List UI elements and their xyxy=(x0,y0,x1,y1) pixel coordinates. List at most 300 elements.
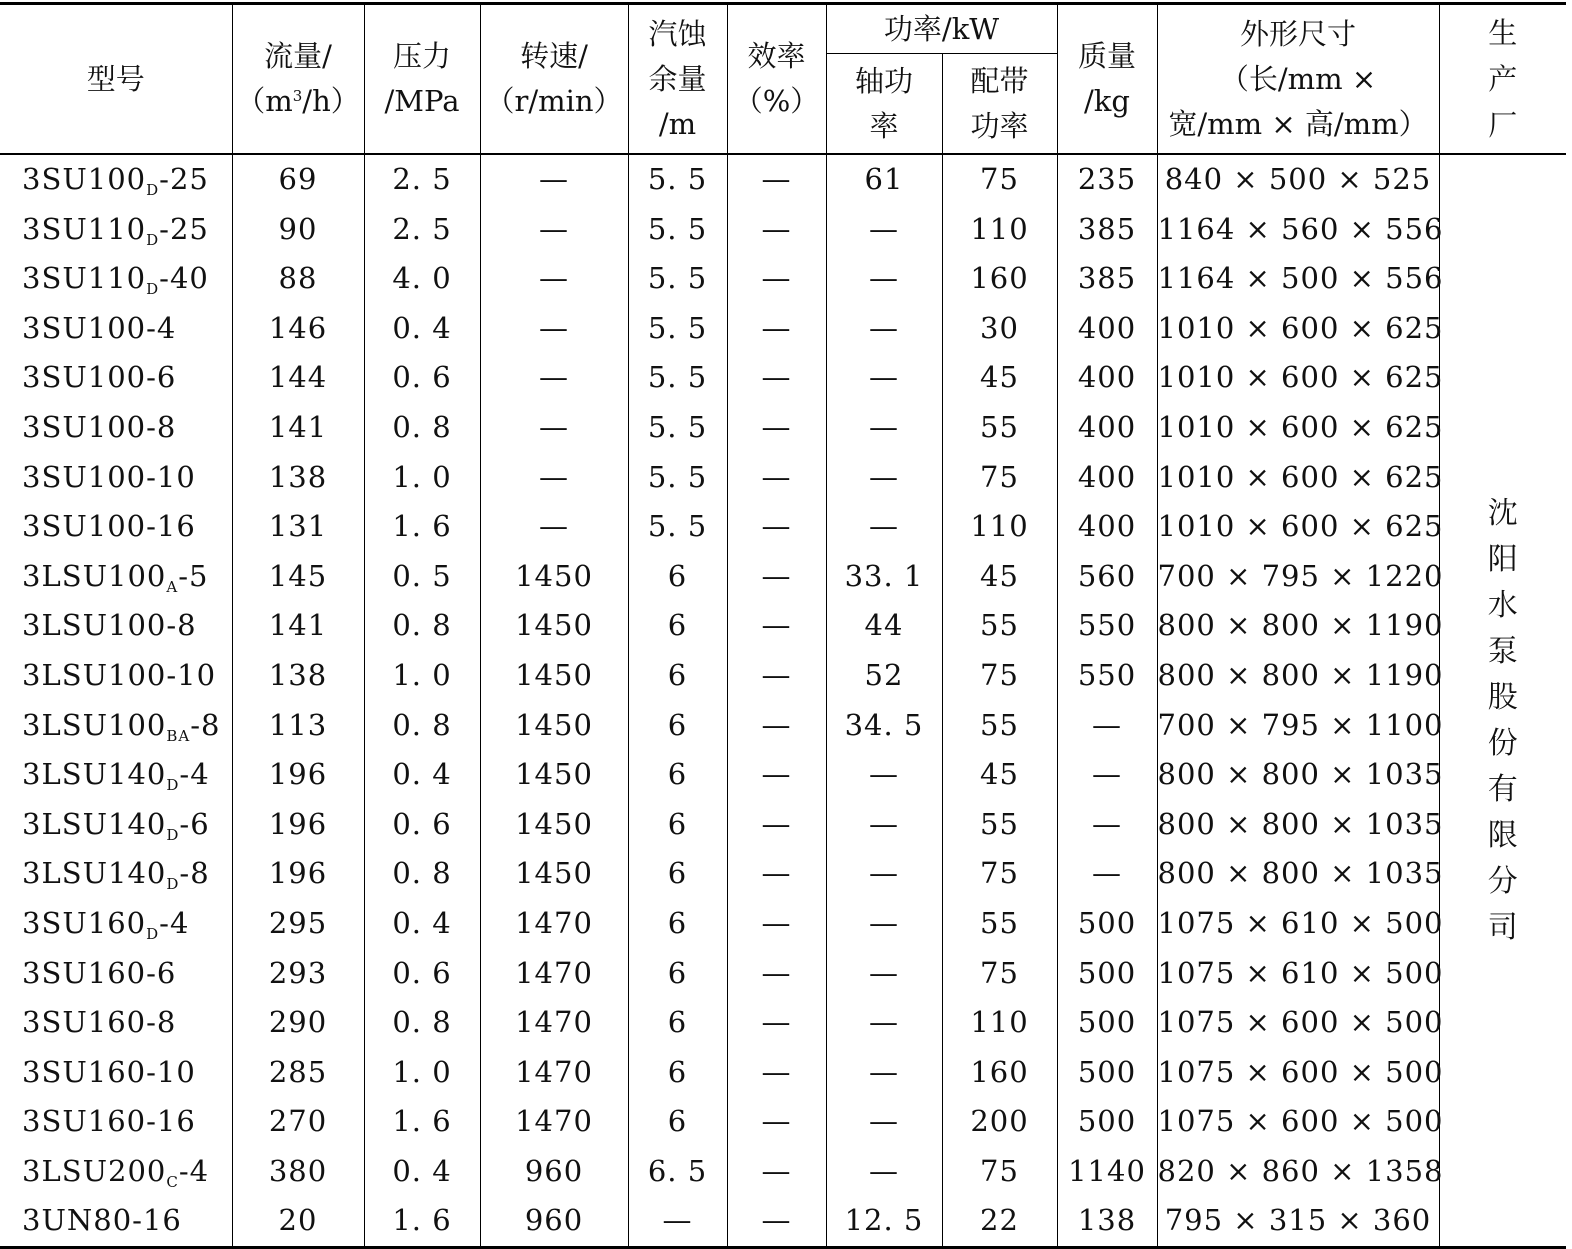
cell-npsh: — xyxy=(628,1196,727,1247)
cell-mass: 235 xyxy=(1057,154,1157,205)
cell-efficiency: — xyxy=(727,800,826,850)
cell-npsh: 5. 5 xyxy=(628,403,727,453)
model-suffix: -4 xyxy=(178,1153,210,1188)
cell-npsh: 6 xyxy=(628,998,727,1048)
cell-npsh: 5. 5 xyxy=(628,453,727,503)
cell-mass: 500 xyxy=(1057,1048,1157,1098)
maker-name: 沈阳水泵股份有限分司 xyxy=(1487,495,1518,945)
cell-mass: 400 xyxy=(1057,403,1157,453)
table-row xyxy=(0,1196,1566,1247)
cell-flow: 196 xyxy=(232,750,364,800)
cell-shaft-power: — xyxy=(826,1097,942,1147)
model-suffix: -25 xyxy=(159,211,209,246)
cell-npsh: 5. 5 xyxy=(628,304,727,354)
model-base: 3SU100-16 xyxy=(22,509,196,544)
table-row xyxy=(0,750,1566,800)
cell-rated-power: 110 xyxy=(942,205,1057,255)
col-header-mass: 质量 /kg xyxy=(1057,4,1157,155)
cell-efficiency: — xyxy=(727,254,826,304)
col-header-power: 功率/kW xyxy=(826,4,1057,54)
table-row xyxy=(0,304,1566,354)
cell-model xyxy=(0,154,232,205)
model-base: 3UN80-16 xyxy=(22,1203,182,1238)
cell-flow: 90 xyxy=(232,205,364,255)
cell-mass: 1140 xyxy=(1057,1147,1157,1197)
table-row xyxy=(0,403,1566,453)
cell-dimensions: 1010 × 600 × 625 xyxy=(1157,304,1439,354)
cell-npsh: 6 xyxy=(628,750,727,800)
cell-mass: 400 xyxy=(1057,502,1157,552)
cell-model xyxy=(0,949,232,999)
model-subscript: D xyxy=(166,875,180,894)
model-subscript: D xyxy=(166,776,180,795)
cell-flow: 141 xyxy=(232,403,364,453)
cell-rated-power: 55 xyxy=(942,403,1057,453)
cell-flow: 290 xyxy=(232,998,364,1048)
cell-pressure: 1. 0 xyxy=(364,453,480,503)
model-base: 3LSU140 xyxy=(22,806,167,841)
cell-speed: 1450 xyxy=(480,800,628,850)
cell-efficiency: — xyxy=(727,601,826,651)
model-base: 3SU100-6 xyxy=(22,360,177,395)
cell-pressure: 0. 4 xyxy=(364,1147,480,1197)
model-base: 3SU160-10 xyxy=(22,1054,196,1089)
cell-pressure: 4. 0 xyxy=(364,254,480,304)
cell-shaft-power: — xyxy=(826,453,942,503)
cell-npsh: 5. 5 xyxy=(628,502,727,552)
col-header-flow: 流量/ $(m^3/h)$ xyxy=(232,4,364,155)
cell-shaft-power: — xyxy=(826,353,942,403)
cell-efficiency: — xyxy=(727,453,826,503)
cell-rated-power: 160 xyxy=(942,254,1057,304)
cell-npsh: 5. 5 xyxy=(628,353,727,403)
cell-dimensions: 1075 × 600 × 500 xyxy=(1157,1097,1439,1147)
cell-model xyxy=(0,403,232,453)
cell-mass: 550 xyxy=(1057,651,1157,701)
cell-mass: 138 xyxy=(1057,1196,1157,1247)
cell-dimensions: 700 × 795 × 1220 xyxy=(1157,552,1439,602)
cell-dimensions: 800 × 800 × 1035 xyxy=(1157,800,1439,850)
cell-flow: 138 xyxy=(232,453,364,503)
cell-maker xyxy=(1439,154,1566,1248)
cell-dimensions: 840 × 500 × 525 xyxy=(1157,154,1439,205)
cell-speed: — xyxy=(480,154,628,205)
cell-pressure: 1. 6 xyxy=(364,1196,480,1247)
cell-dimensions: 1010 × 600 × 625 xyxy=(1157,502,1439,552)
cell-dimensions: 1010 × 600 × 625 xyxy=(1157,353,1439,403)
cell-mass: 500 xyxy=(1057,1097,1157,1147)
cell-shaft-power: 44 xyxy=(826,601,942,651)
model-base: 3LSU200 xyxy=(22,1153,167,1188)
col-header-dimensions: 外形尺寸 （长/mm × 宽/mm × 高/mm） xyxy=(1157,4,1439,155)
cell-shaft-power: — xyxy=(826,403,942,453)
cell-mass: 500 xyxy=(1057,998,1157,1048)
table-row xyxy=(0,1097,1566,1147)
cell-efficiency: — xyxy=(727,1196,826,1247)
cell-model xyxy=(0,453,232,503)
cell-speed: 1450 xyxy=(480,651,628,701)
model-base: 3SU110 xyxy=(22,211,147,246)
cell-rated-power: 75 xyxy=(942,154,1057,205)
model-base: 3SU160-8 xyxy=(22,1005,177,1040)
model-subscript: D xyxy=(146,280,160,299)
model-suffix: -5 xyxy=(178,558,209,593)
model-base: 3SU160-6 xyxy=(22,955,177,990)
cell-mass: 400 xyxy=(1057,304,1157,354)
cell-shaft-power: 34. 5 xyxy=(826,701,942,751)
cell-speed: 1470 xyxy=(480,949,628,999)
table-row xyxy=(0,154,1566,205)
cell-model xyxy=(0,800,232,850)
cell-dimensions: 800 × 800 × 1035 xyxy=(1157,750,1439,800)
col-header-shaft-power: 轴功 率 xyxy=(826,54,942,155)
table-body xyxy=(0,154,1566,1248)
col-header-efficiency: 效率 （%） xyxy=(727,4,826,155)
cell-pressure: 0. 8 xyxy=(364,849,480,899)
model-suffix: -8 xyxy=(179,856,210,891)
cell-mass: — xyxy=(1057,750,1157,800)
model-base: 3LSU100-8 xyxy=(22,608,197,643)
cell-efficiency: — xyxy=(727,1048,826,1098)
cell-efficiency: — xyxy=(727,849,826,899)
cell-efficiency: — xyxy=(727,552,826,602)
cell-flow: 196 xyxy=(232,800,364,850)
cell-efficiency: — xyxy=(727,651,826,701)
cell-mass: 560 xyxy=(1057,552,1157,602)
col-header-speed: 转速/ （r/min） xyxy=(480,4,628,155)
col-header-maker: 生产厂 xyxy=(1439,4,1566,155)
cell-efficiency: — xyxy=(727,899,826,949)
cell-model xyxy=(0,1097,232,1147)
cell-speed: — xyxy=(480,403,628,453)
cell-shaft-power: — xyxy=(826,502,942,552)
cell-shaft-power: — xyxy=(826,750,942,800)
model-subscript: D xyxy=(146,230,160,249)
col-header-pressure: 压力 /MPa xyxy=(364,4,480,155)
cell-model xyxy=(0,1048,232,1098)
cell-efficiency: — xyxy=(727,205,826,255)
cell-efficiency: — xyxy=(727,502,826,552)
cell-mass: 400 xyxy=(1057,453,1157,503)
cell-mass: — xyxy=(1057,849,1157,899)
cell-speed: 1450 xyxy=(480,750,628,800)
table-row xyxy=(0,254,1566,304)
col-header-model: 型号 xyxy=(0,4,232,155)
cell-flow: 285 xyxy=(232,1048,364,1098)
model-subscript: C xyxy=(166,1172,179,1191)
cell-model xyxy=(0,254,232,304)
cell-efficiency: — xyxy=(727,353,826,403)
cell-speed: 960 xyxy=(480,1147,628,1197)
cell-npsh: 6 xyxy=(628,701,727,751)
cell-rated-power: 55 xyxy=(942,899,1057,949)
cell-pressure: 1. 6 xyxy=(364,502,480,552)
model-suffix: -8 xyxy=(190,707,221,742)
cell-efficiency: — xyxy=(727,998,826,1048)
cell-pressure: 0. 8 xyxy=(364,701,480,751)
cell-npsh: 6 xyxy=(628,800,727,850)
model-base: 3LSU100 xyxy=(22,707,167,742)
cell-npsh: 6 xyxy=(628,1097,727,1147)
cell-flow: 295 xyxy=(232,899,364,949)
cell-speed: 1470 xyxy=(480,899,628,949)
cell-speed: — xyxy=(480,502,628,552)
cell-pressure: 0. 4 xyxy=(364,899,480,949)
cell-mass: 385 xyxy=(1057,205,1157,255)
cell-efficiency: — xyxy=(727,403,826,453)
model-subscript: D xyxy=(166,825,180,844)
cell-flow: 88 xyxy=(232,254,364,304)
col-header-rated-power: 配带 功率 xyxy=(942,54,1057,155)
cell-speed: 1450 xyxy=(480,601,628,651)
cell-flow: 380 xyxy=(232,1147,364,1197)
cell-efficiency: — xyxy=(727,1097,826,1147)
cell-dimensions: 795 × 315 × 360 xyxy=(1157,1196,1439,1247)
cell-rated-power: 160 xyxy=(942,1048,1057,1098)
cell-model xyxy=(0,998,232,1048)
cell-efficiency: — xyxy=(727,949,826,999)
cell-speed: 1450 xyxy=(480,849,628,899)
cell-npsh: 6. 5 xyxy=(628,1147,727,1197)
model-subscript: D xyxy=(146,181,160,199)
cell-pressure: 0. 6 xyxy=(364,353,480,403)
table-row xyxy=(0,1147,1566,1197)
cell-model xyxy=(0,353,232,403)
cell-efficiency: — xyxy=(727,154,826,205)
cell-dimensions: 800 × 800 × 1190 xyxy=(1157,601,1439,651)
cell-flow: 131 xyxy=(232,502,364,552)
cell-flow: 146 xyxy=(232,304,364,354)
cell-shaft-power: 12. 5 xyxy=(826,1196,942,1247)
col-header-npsh: 汽蚀 余量 /m xyxy=(628,4,727,155)
cell-rated-power: 75 xyxy=(942,453,1057,503)
table-row xyxy=(0,601,1566,651)
cell-shaft-power: 52 xyxy=(826,651,942,701)
cell-shaft-power: — xyxy=(826,800,942,850)
cell-rated-power: 30 xyxy=(942,304,1057,354)
cell-dimensions: 820 × 860 × 1358 xyxy=(1157,1147,1439,1197)
cell-model xyxy=(0,701,232,751)
cell-model xyxy=(0,651,232,701)
cell-shaft-power: — xyxy=(826,899,942,949)
model-subscript: A xyxy=(166,577,179,596)
cell-npsh: 6 xyxy=(628,899,727,949)
cell-shaft-power: 61 xyxy=(826,154,942,205)
table-row xyxy=(0,849,1566,899)
cell-speed: — xyxy=(480,353,628,403)
cell-flow: 293 xyxy=(232,949,364,999)
cell-rated-power: 45 xyxy=(942,353,1057,403)
cell-speed: — xyxy=(480,254,628,304)
table-row xyxy=(0,502,1566,552)
cell-shaft-power: — xyxy=(826,254,942,304)
model-base: 3SU160 xyxy=(22,905,147,940)
model-base: 3LSU100-10 xyxy=(22,657,217,692)
cell-flow: 138 xyxy=(232,651,364,701)
table-row xyxy=(0,701,1566,751)
table-row xyxy=(0,205,1566,255)
cell-flow: 144 xyxy=(232,353,364,403)
cell-model xyxy=(0,849,232,899)
cell-shaft-power: — xyxy=(826,304,942,354)
cell-pressure: 0. 4 xyxy=(364,750,480,800)
cell-npsh: 6 xyxy=(628,849,727,899)
table-row xyxy=(0,552,1566,602)
cell-dimensions: 800 × 800 × 1190 xyxy=(1157,651,1439,701)
cell-dimensions: 1075 × 600 × 500 xyxy=(1157,998,1439,1048)
cell-model xyxy=(0,304,232,354)
cell-dimensions: 1010 × 600 × 625 xyxy=(1157,403,1439,453)
cell-mass: 385 xyxy=(1057,254,1157,304)
cell-rated-power: 45 xyxy=(942,552,1057,602)
cell-model xyxy=(0,1196,232,1247)
model-base: 3SU110 xyxy=(22,261,147,296)
cell-mass: — xyxy=(1057,800,1157,850)
table-row xyxy=(0,998,1566,1048)
cell-flow: 270 xyxy=(232,1097,364,1147)
cell-rated-power: 45 xyxy=(942,750,1057,800)
cell-efficiency: — xyxy=(727,701,826,751)
cell-mass: 500 xyxy=(1057,899,1157,949)
table-row xyxy=(0,949,1566,999)
cell-speed: 1450 xyxy=(480,701,628,751)
cell-pressure: 0. 6 xyxy=(364,949,480,999)
cell-pressure: 0. 8 xyxy=(364,403,480,453)
model-subscript: D xyxy=(146,924,160,943)
cell-dimensions: 1164 × 560 × 556 xyxy=(1157,205,1439,255)
cell-pressure: 1. 0 xyxy=(364,1048,480,1098)
cell-model xyxy=(0,552,232,602)
cell-rated-power: 55 xyxy=(942,701,1057,751)
table-row xyxy=(0,1048,1566,1098)
cell-speed: — xyxy=(480,304,628,354)
model-suffix: -25 xyxy=(159,162,209,196)
cell-speed: 1450 xyxy=(480,552,628,602)
model-suffix: -4 xyxy=(159,905,190,940)
cell-rated-power: 110 xyxy=(942,502,1057,552)
cell-npsh: 6 xyxy=(628,1048,727,1098)
table-row xyxy=(0,453,1566,503)
cell-efficiency: — xyxy=(727,750,826,800)
model-base: 3SU100-8 xyxy=(22,409,177,444)
model-base: 3SU160-16 xyxy=(22,1104,196,1139)
cell-pressure: 1. 0 xyxy=(364,651,480,701)
cell-shaft-power: — xyxy=(826,949,942,999)
cell-efficiency: — xyxy=(727,304,826,354)
cell-rated-power: 75 xyxy=(942,949,1057,999)
cell-efficiency: — xyxy=(727,1147,826,1197)
cell-pressure: 0. 8 xyxy=(364,998,480,1048)
cell-rated-power: 75 xyxy=(942,651,1057,701)
cell-flow: 141 xyxy=(232,601,364,651)
cell-speed: — xyxy=(480,453,628,503)
cell-rated-power: 200 xyxy=(942,1097,1057,1147)
cell-npsh: 5. 5 xyxy=(628,154,727,205)
table-row xyxy=(0,353,1566,403)
cell-rated-power: 55 xyxy=(942,601,1057,651)
table-row xyxy=(0,651,1566,701)
cell-shaft-power: — xyxy=(826,205,942,255)
cell-speed: 1470 xyxy=(480,998,628,1048)
cell-speed: 1470 xyxy=(480,1097,628,1147)
cell-mass: 500 xyxy=(1057,949,1157,999)
cell-pressure: 2. 5 xyxy=(364,205,480,255)
cell-model xyxy=(0,205,232,255)
cell-rated-power: 55 xyxy=(942,800,1057,850)
table-header xyxy=(0,4,1566,155)
cell-flow: 113 xyxy=(232,701,364,751)
cell-pressure: 0. 6 xyxy=(364,800,480,850)
cell-rated-power: 75 xyxy=(942,849,1057,899)
model-base: 3SU100 xyxy=(22,162,147,196)
cell-flow: 145 xyxy=(232,552,364,602)
cell-npsh: 6 xyxy=(628,601,727,651)
cell-model xyxy=(0,899,232,949)
cell-dimensions: 1075 × 610 × 500 xyxy=(1157,899,1439,949)
cell-npsh: 6 xyxy=(628,651,727,701)
cell-dimensions: 700 × 795 × 1100 xyxy=(1157,701,1439,751)
model-suffix: -40 xyxy=(159,261,209,296)
cell-pressure: 2. 5 xyxy=(364,154,480,205)
model-base: 3SU100-10 xyxy=(22,459,196,494)
cell-model xyxy=(0,750,232,800)
cell-mass: — xyxy=(1057,701,1157,751)
cell-rated-power: 22 xyxy=(942,1196,1057,1247)
cell-speed: 960 xyxy=(480,1196,628,1247)
cell-shaft-power: — xyxy=(826,849,942,899)
cell-pressure: 0. 4 xyxy=(364,304,480,354)
cell-dimensions: 1075 × 600 × 500 xyxy=(1157,1048,1439,1098)
cell-npsh: 5. 5 xyxy=(628,254,727,304)
model-base: 3LSU100 xyxy=(22,558,167,593)
cell-shaft-power: — xyxy=(826,1147,942,1197)
model-suffix: -6 xyxy=(179,806,210,841)
cell-shaft-power: — xyxy=(826,998,942,1048)
table-row xyxy=(0,899,1566,949)
model-suffix: -4 xyxy=(179,757,210,792)
model-base: 3SU100-4 xyxy=(22,310,177,345)
cell-mass: 550 xyxy=(1057,601,1157,651)
cell-npsh: 6 xyxy=(628,949,727,999)
model-subscript: BA xyxy=(166,726,191,745)
cell-dimensions: 800 × 800 × 1035 xyxy=(1157,849,1439,899)
model-base: 3LSU140 xyxy=(22,757,167,792)
cell-npsh: 6 xyxy=(628,552,727,602)
model-base: 3LSU140 xyxy=(22,856,167,891)
cell-shaft-power: — xyxy=(826,1048,942,1098)
cell-pressure: 0. 5 xyxy=(364,552,480,602)
cell-model xyxy=(0,502,232,552)
cell-mass: 400 xyxy=(1057,353,1157,403)
table-row xyxy=(0,800,1566,850)
cell-model xyxy=(0,601,232,651)
cell-npsh: 5. 5 xyxy=(628,205,727,255)
cell-shaft-power: 33. 1 xyxy=(826,552,942,602)
cell-dimensions: 1075 × 610 × 500 xyxy=(1157,949,1439,999)
pump-spec-table xyxy=(0,2,1566,1249)
cell-rated-power: 75 xyxy=(942,1147,1057,1197)
cell-flow: 196 xyxy=(232,849,364,899)
cell-model xyxy=(0,1147,232,1197)
cell-pressure: 1. 6 xyxy=(364,1097,480,1147)
cell-dimensions: 1010 × 600 × 625 xyxy=(1157,453,1439,503)
cell-flow: 69 xyxy=(232,154,364,205)
cell-rated-power: 110 xyxy=(942,998,1057,1048)
cell-pressure: 0. 8 xyxy=(364,601,480,651)
cell-speed: — xyxy=(480,205,628,255)
cell-speed: 1470 xyxy=(480,1048,628,1098)
cell-dimensions: 1164 × 500 × 556 xyxy=(1157,254,1439,304)
